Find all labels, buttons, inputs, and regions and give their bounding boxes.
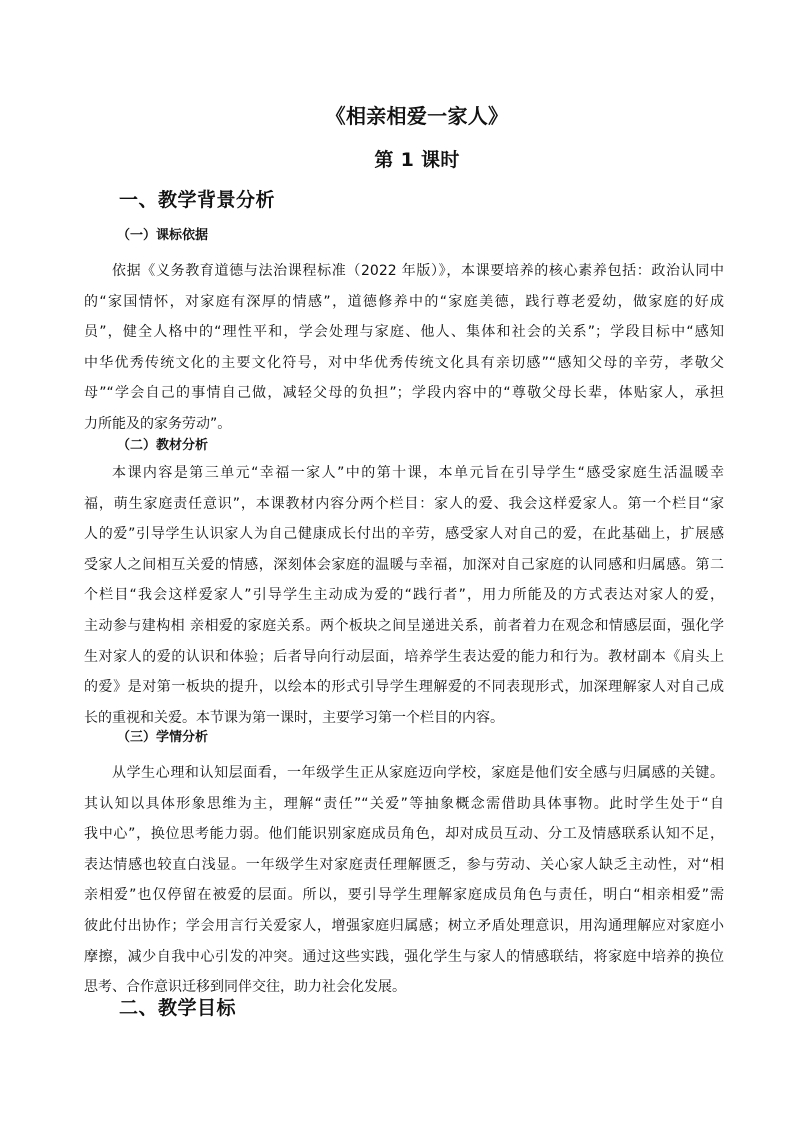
paragraph-line: 福，萌生家庭责任意识”，本课教材内容分两个栏目：家人的爱、我会这样爱家人。第一个栏目“家 [84,495,724,512]
paragraph-line: 其认知以具体形象思维为主，理解“责任”“关爱”等抽象概念需借助具体事物。此时学生处于“自 [84,795,724,812]
paragraph-line: 彼此付出协作；学会用言行关爱家人，增强家庭归属感；树立矛盾处理意识，用沟通理解应对家庭小 [84,917,724,934]
paragraph-line: 长的重视和关爱。本节课为第一课时，主要学习第一个栏目的内容。 [84,709,504,726]
paragraph-line: 思考、合作意识迁移到同伴交往，助力社会化发展。 [84,979,406,996]
document-subtitle: 第 1 课时 [374,149,460,171]
subsection-heading-curriculum: （一）课标依据 [117,228,209,243]
document-title: 《相亲相爱一家人》 [325,104,509,128]
paragraph-line: 员”，健全人格中的“理性平和，学会处理与家庭、他人、集体和社会的关系”；学段目标中“感知 [84,324,724,341]
paragraph-students [84,758,724,1003]
paragraph-line: 亲相爱”也仅停留在被爱的层面。所以，要引导学生理解家庭成员角色与责任，明白“相亲相爱”需 [84,887,724,904]
paragraph-line: 我中心”，换位思考能力弱。他们能识别家庭成员角色，却对成员互动、分工及情感联系认知不足， [84,826,724,843]
paragraph-line: 个栏目“我会这样爱家人”引导学生主动成为爱的“践行者”，用力所能及的方式表达对家人的爱， [84,587,724,604]
paragraph-line: 摩擦，减少自我中心引发的冲突。通过这些实践，强化学生与家人的情感联结，将家庭中培养的换位 [84,948,724,965]
paragraph-line: 表达情感也较直白浅显。一年级学生对家庭责任理解匮乏，参与劳动、关心家人缺乏主动性，对“相 [84,856,724,873]
paragraph-line: 受家人之间相互关爱的情感，深刻体会家庭的温暖与幸福，加深对自己家庭的认同感和归属感。第二 [84,556,724,573]
paragraph-line: 主动参与建构相 亲相爱的家庭关系。两个板块之间呈递进关系，前者着力在观念和情感层面，强化学 [84,617,724,634]
section-heading-objectives: 二、教学目标 [119,997,237,1019]
paragraph-line: 的“家国情怀，对家庭有深厚的情感”，道德修养中的“家庭美德，践行尊老爱幼，做家庭的好成 [84,293,724,310]
subsection-heading-textbook: （二）教材分析 [117,438,209,453]
subsection-heading-students: （三）学情分析 [117,730,209,745]
paragraph-line: 从学生心理和认知层面看，一年级学生正从家庭迈向学校，家庭是他们安全感与归属感的关键。 [112,765,724,781]
paragraph-line: 依据《义务教育道德与法治课程标准（2022 年版）》，本课要培养的核心素养包括：政治认同中 [112,263,724,279]
paragraph-curriculum [84,256,724,440]
paragraph-line: 的爱》是对第一板块的提升，以绘本的形式引导学生理解爱的不同表现形式，加深理解家人对自己成 [84,679,724,696]
paragraph-line: 本课内容是第三单元“幸福一家人”中的第十课，本单元旨在引导学生“感受家庭生活温暖幸 [112,465,724,481]
paragraph-line: 中华优秀传统文化的主要文化符号，对中华优秀传统文化具有亲切感”“感知父母的辛劳，孝敬父 [84,354,724,371]
paragraph-textbook [84,458,724,733]
paragraph-line: 生对家人的爱的认识和体验；后者导向行动层面，培养学生表达爱的能力和行为。教材副本《肩头上 [84,648,724,665]
paragraph-line: 母”“学会自己的事情自己做，减轻父母的负担”；学段内容中的“尊敬父母长辈，体贴家人，承担 [84,385,724,402]
section-heading-background: 一、教学背景分析 [119,189,276,211]
paragraph-line: 人的爱”引导学生认识家人为自己健康成长付出的辛劳，感受家人对自己的爱，在此基础上，扩展感 [84,526,724,543]
paragraph-line: 力所能及的家务劳动”。 [84,415,232,432]
